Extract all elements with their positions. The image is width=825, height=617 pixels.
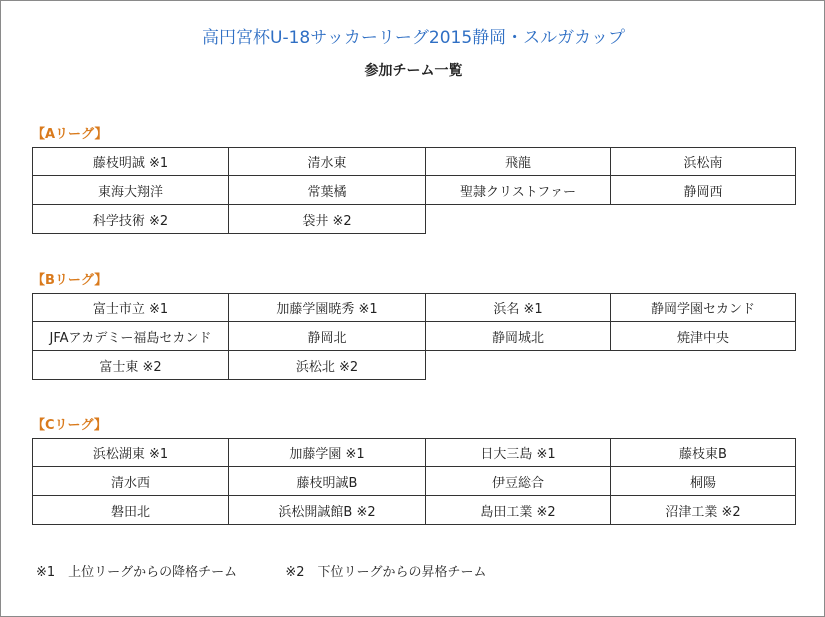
team-cell: 東海大翔洋 [32, 176, 229, 205]
team-cell: 島田工業 ※2 [426, 496, 611, 525]
team-cell: 浜松北 ※2 [229, 351, 426, 380]
table-row [32, 351, 796, 380]
table-row [32, 496, 796, 525]
team-cell: 浜松南 [611, 147, 796, 176]
team-cell: 加藤学園暁秀 ※1 [229, 293, 426, 322]
team-cell: 焼津中央 [611, 322, 796, 351]
page-title: 高円宮杯U-18サッカーリーグ2015静岡・スルガカップ [202, 28, 625, 48]
legend-note-promoted: ※2 下位リーグからの昇格チーム [285, 565, 487, 580]
table-row [32, 438, 796, 467]
team-cell: 飛龍 [426, 147, 611, 176]
team-cell: 加藤学園 ※1 [229, 438, 426, 467]
team-cell: 静岡北 [229, 322, 426, 351]
page-subtitle: 参加チーム一覧 [364, 63, 463, 79]
team-cell: 静岡西 [611, 176, 796, 205]
team-cell: 浜松湖東 ※1 [32, 438, 229, 467]
team-cell: 富士市立 ※1 [32, 293, 229, 322]
team-cell: 磐田北 [32, 496, 229, 525]
league-a-label: 【Aリーグ】 [32, 127, 108, 142]
team-cell: 藤枝明誠B [229, 467, 426, 496]
team-cell: 静岡学園セカンド [611, 293, 796, 322]
team-cell: 浜名 ※1 [426, 293, 611, 322]
team-cell: 日大三島 ※1 [426, 438, 611, 467]
team-cell: JFAアカデミー福島セカンド [32, 322, 229, 351]
table-row [32, 176, 796, 205]
league-b-table [32, 293, 796, 380]
league-c-label: 【Cリーグ】 [32, 418, 107, 433]
team-cell: 静岡城北 [426, 322, 611, 351]
legend-note-relegated: ※1 上位リーグからの降格チーム [36, 565, 238, 580]
team-cell: 富士東 ※2 [32, 351, 229, 380]
team-cell: 清水東 [229, 147, 426, 176]
team-cell: 袋井 ※2 [229, 205, 426, 234]
team-cell: 科学技術 ※2 [32, 205, 229, 234]
legend [36, 564, 486, 582]
team-cell: 伊豆総合 [426, 467, 611, 496]
league-c-table [32, 438, 796, 525]
league-b-label: 【Bリーグ】 [32, 273, 108, 288]
team-cell: 桐陽 [611, 467, 796, 496]
team-cell: 聖隷クリストファー [426, 176, 611, 205]
table-row [32, 205, 796, 234]
team-cell: 沼津工業 ※2 [611, 496, 796, 525]
table-row [32, 467, 796, 496]
team-cell: 藤枝東B [611, 438, 796, 467]
team-cell: 常葉橘 [229, 176, 426, 205]
league-a-table [32, 147, 796, 234]
table-row [32, 147, 796, 176]
team-cell: 浜松開誠館B ※2 [229, 496, 426, 525]
team-cell: 清水西 [32, 467, 229, 496]
team-cell: 藤枝明誠 ※1 [32, 147, 229, 176]
table-row [32, 293, 796, 322]
table-row [32, 322, 796, 351]
